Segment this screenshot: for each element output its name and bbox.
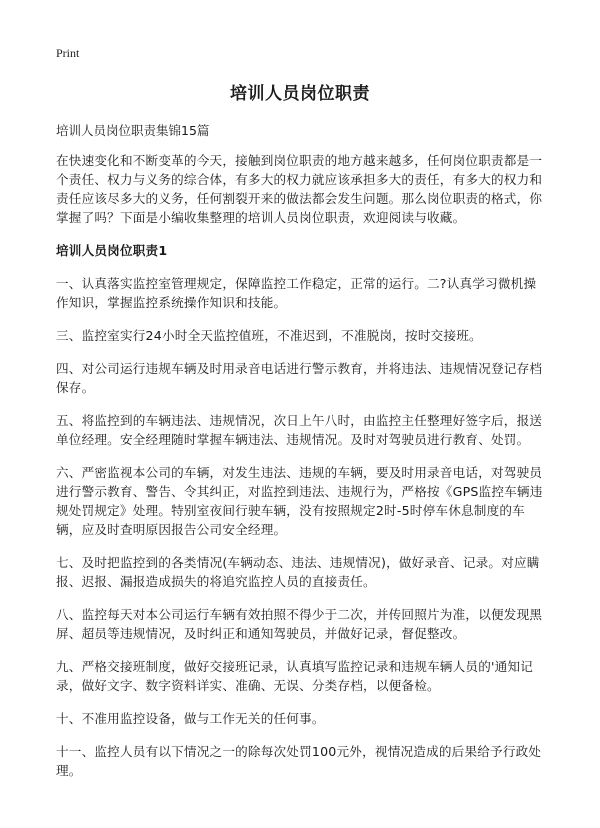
- print-link[interactable]: Print: [56, 46, 80, 60]
- duty-paragraph: 五、将监控到的车辆违法、违规情况，次日上午八时，由监控主任整理好签字后，报送单位经理。安全经理随时掌握车辆违法、违规情况。及时对驾驶员进行教育、处罚。: [56, 413, 543, 447]
- duty-paragraph: 四、对公司运行违规车辆及时用录音电话进行警示教育，并将违法、违规情况登记存档保存。: [56, 361, 543, 395]
- page-title: 培训人员岗位职责: [230, 84, 370, 104]
- intro-paragraph: 在快速变化和不断变革的今天，接触到岗位职责的地方越来越多，任何岗位职责都是一个责任、权力与义务的综合体，有多大的权力就应该承担多大的责任，有多大的权力和责任应该尽多大的义务，任何割裂开来的做法都会发生问题。那么岗位职责的格式，你掌握了吗？下面是小编收集整理的培训人员岗位职责，欢迎阅读与收藏。: [56, 153, 543, 225]
- duty-paragraph: 三、监控室实行24小时全天监控值班，不准迟到，不准脱岗，按时交接班。: [56, 328, 482, 343]
- duty-paragraph: 七、及时把监控到的各类情况(车辆动态、违法、违规情况)，做好录音、记录。对应瞒报、迟报、漏报造成损失的将追究监控人员的直接责任。: [56, 555, 540, 589]
- duty-paragraph: 一、认真落实监控室管理规定，保障监控工作稳定，正常的运行。二?认真学习微机操作知识，掌握监控系统操作知识和技能。: [56, 276, 537, 310]
- section-heading: 培训人员岗位职责1: [56, 243, 168, 258]
- duty-paragraph: 八、监控每天对本公司运行车辆有效拍照不得少于二次，并传回照片为准，以便发现黑屏、超员等违规情况，及时纠正和通知驾驶员，并做好记录，督促整改。: [56, 607, 543, 641]
- duty-paragraph: 九、严格交接班制度，做好交接班记录，认真填写监控记录和违规车辆人员的'通知记录，做好文字、数字资料详实、准确、无误、分类存档，以便备检。: [56, 659, 534, 693]
- doc-subtitle: 培训人员岗位职责集锦15篇: [56, 123, 210, 138]
- article-body: [56, 151, 548, 794]
- duty-paragraph: 十一、监控人员有以下情况之一的除每次处罚100元外，视情况造成的后果给予行政处理。: [56, 744, 542, 778]
- duty-paragraph: 六、严密监视本公司的车辆，对发生违法、违规的车辆，要及时用录音电话，对驾驶员进行警示教育、警告、令其纠正，对监控到违法、违规行为，严格按《GPS监控车辆违规处罚规定》处理。特别室夜间行驶车辆，没有按照规定2时-5时停车休息制度的车辆，应及时查明原因报告公司安全经理。: [56, 465, 543, 537]
- duty-paragraph: 十、不准用监控设备，做与工作无关的任何事。: [56, 711, 325, 726]
